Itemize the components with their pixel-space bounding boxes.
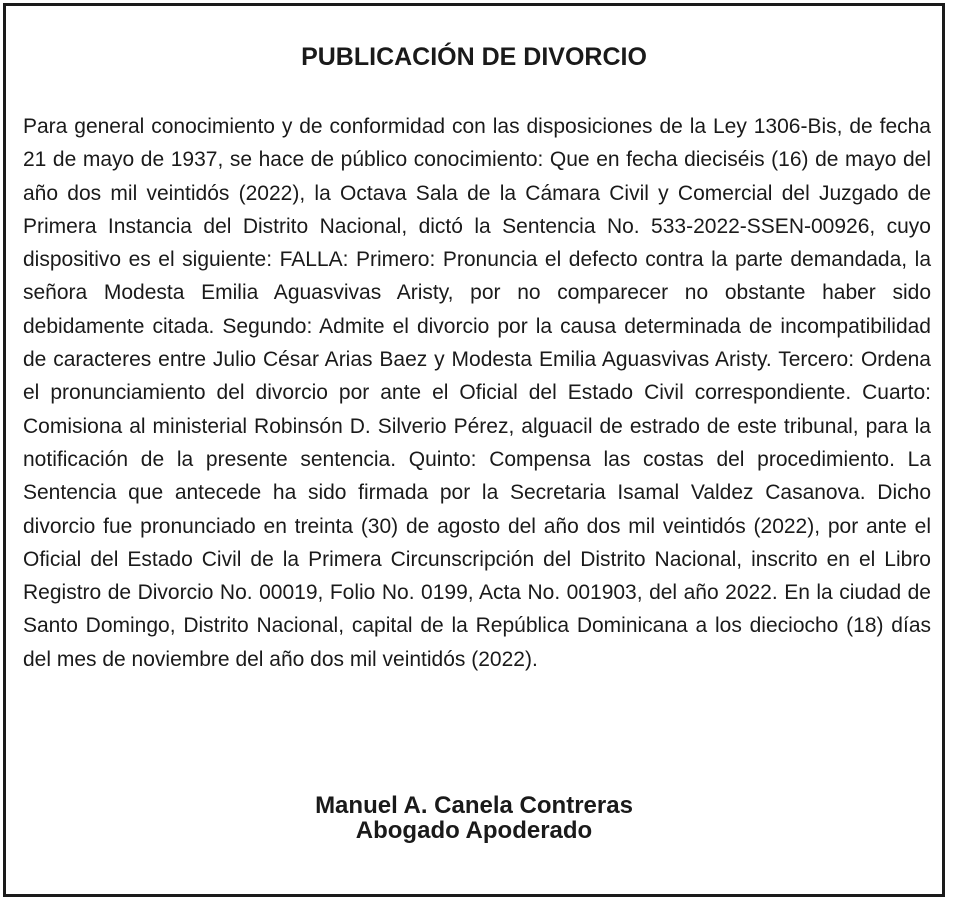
notice-title: PUBLICACIÓN DE DIVORCIO <box>301 43 647 71</box>
signature-role: Abogado Apoderado <box>355 817 593 844</box>
signature-block <box>6 793 942 843</box>
notice-body: Para general conocimiento y de conformidad con las disposiciones de la Ley 1306-Bis, de fecha 21 de mayo de 1937, se hace de público conocimiento: Que en fecha dieciséis (16) de mayo del año dos mil veintidós (2022), la Octava Sala de la Cámara Civil y Comercial del Juzgado de Primera Instancia del Distrito Nacional, dictó la Sentencia No. 533-2022-SSEN-00926, cuyo dispositivo es el siguiente: FALLA: Primero: Pronuncia el defecto contra la parte demandada, la señora Modesta Emilia Aguasvivas Aristy, por no comparecer no obstante haber sido debidamente citada. Segundo: Admite el divorcio por la causa determinada de incompatibilidad de caracteres entre Julio César Arias Baez y Modesta Emilia Aguasvivas Aristy. Tercero: Ordena el pronunciamiento del divorcio por ante el Oficial del Estado Civil correspondiente. Cuarto: Comisiona al ministerial Robinsón D. Silverio Pérez, alguacil de estrado de este tribunal, para la notificación de la presente sentencia. Quinto: Compensa las costas del procedimiento. La Sentencia que antecede ha sido firmada por la Secretaria Isamal Valdez Casanova. Dicho divorcio fue pronunciado en treinta (30) de agosto del año dos mil veintidós (2022), por ante el Oficial del Estado Civil de la Primera Circunscripción del Distrito Nacional, inscrito en el Libro Registro de Divorcio No. 00019, Folio No. 0199, Acta No. 001903, del año 2022. En la ciudad de Santo Domingo, Distrito Nacional, capital de la República Dominicana a los dieciocho (18) días del mes de noviembre del año dos mil veintidós (2022). <box>23 115 931 671</box>
signature-name: Manuel A. Canela Contreras <box>315 792 633 819</box>
notice-frame <box>3 3 945 897</box>
